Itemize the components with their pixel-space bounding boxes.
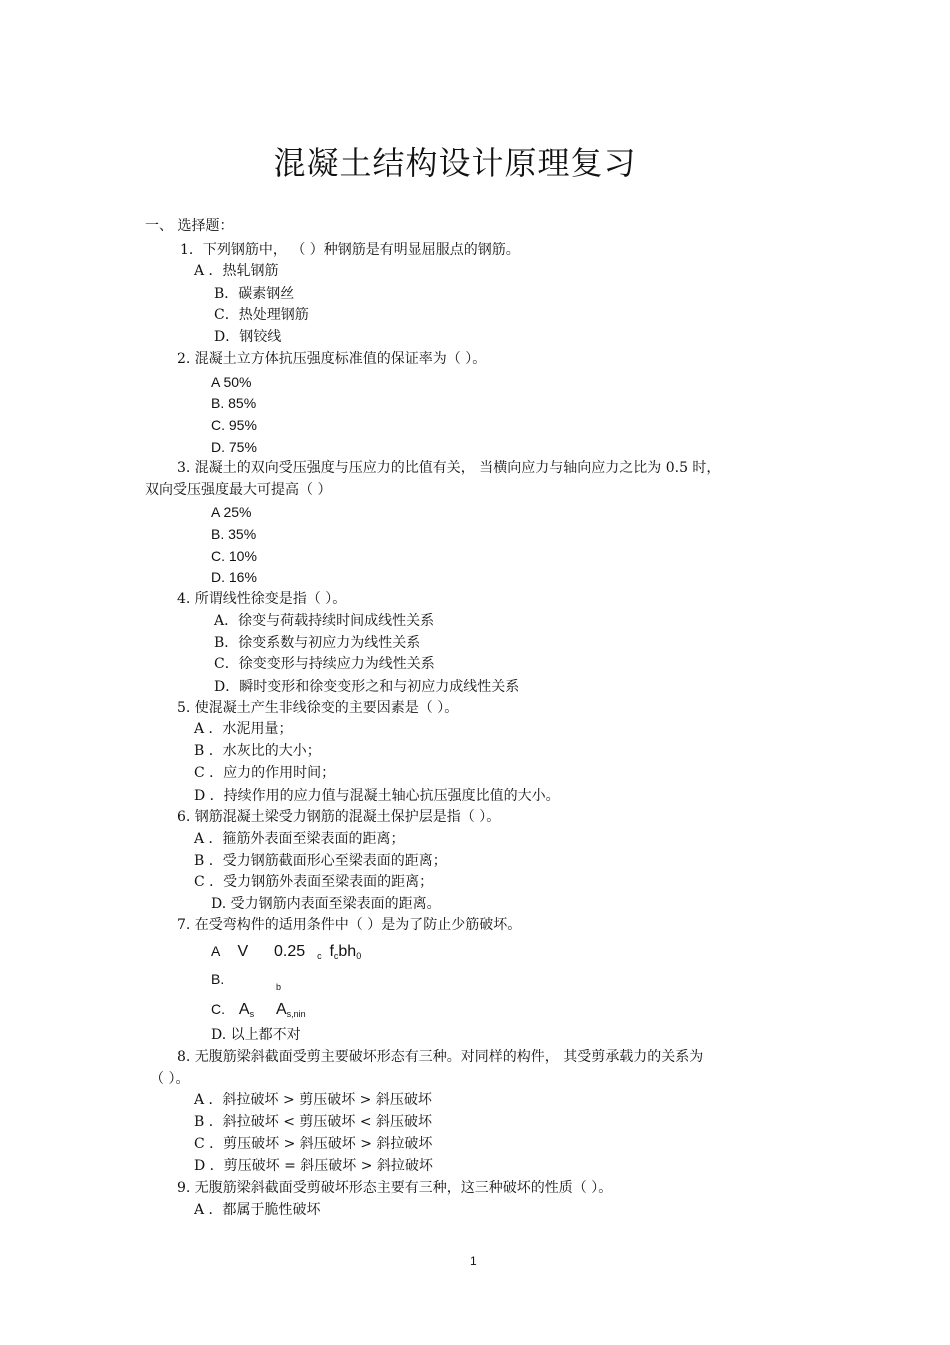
question-3-stem-line2: 双向受压强度最大可提高（ ）	[145, 482, 332, 498]
formula-subscript-c: c	[317, 951, 322, 961]
question-1-option-d: D．钢铰线	[214, 329, 282, 345]
question-2-option-d: D. 75%	[211, 439, 257, 455]
question-7-stem: 7. 在受弯构件的适用条件中（ ）是为了防止少筋破坏。	[177, 917, 522, 933]
question-6-option-c: C ．受力钢筋外表面至梁表面的距离；	[194, 874, 434, 890]
question-4-option-a: A．徐变与荷载持续时间成线性关系	[214, 613, 435, 629]
question-4-option-c: C．徐变变形与持续应力为线性关系	[214, 656, 435, 672]
formula-subscript-0: 0	[356, 951, 362, 961]
question-7-option-c-label: C.	[211, 1001, 225, 1017]
question-5-option-a: A ．水泥用量；	[194, 721, 293, 737]
question-2-option-c: C. 95%	[211, 417, 257, 433]
question-5-option-c: C ．应力的作用时间；	[194, 765, 336, 781]
question-4-option-b: B．徐变系数与初应力为线性关系	[214, 635, 421, 651]
question-6-option-b: B ．受力钢筋截面形心至梁表面的距离；	[194, 853, 447, 869]
question-2-option-b: B. 85%	[211, 395, 257, 411]
question-1-option-c: C．热处理钢筋	[214, 307, 309, 323]
page-number: 1	[470, 1254, 477, 1268]
formula-f: f	[329, 943, 334, 960]
question-7-option-b-subscript: b	[276, 982, 282, 992]
question-4-stem: 4. 所谓线性徐变是指（ ）。	[177, 591, 347, 607]
question-7-option-a	[211, 942, 361, 965]
question-8-option-a: A ．斜拉破坏 > 剪压破坏 > 斜压破坏	[194, 1092, 432, 1108]
formula-bh: bh	[338, 943, 357, 960]
formula-subscript-c2: c	[333, 951, 339, 961]
question-3-option-d: D. 16%	[211, 569, 257, 585]
question-6-option-d: D. 受力钢筋内表面至梁表面的距离。	[211, 896, 441, 912]
question-7-option-b-label: B.	[211, 971, 225, 987]
question-8-stem-line2: （ ）。	[150, 1071, 190, 1087]
question-3-option-a: A 25%	[211, 504, 252, 520]
formula-coefficient: 0.25	[274, 943, 306, 960]
section-heading: 一、 选择题：	[145, 218, 234, 234]
document-title: 混凝土结构设计原理复习	[273, 144, 637, 182]
formula-v: V	[237, 943, 249, 960]
question-9-option-a: A ．都属于脆性破坏	[194, 1202, 321, 1218]
question-3-stem-line1: 3. 混凝土的双向受压强度与压应力的比值有关， 当横向应力与轴向应力之比为 0.5 时，	[177, 460, 721, 476]
formula-subscript-smin: s,nin	[286, 1009, 306, 1019]
question-7-option-d: D. 以上都不对	[211, 1027, 301, 1043]
question-2-stem: 2. 混凝土立方体抗压强度标准值的保证率为（ ）。	[177, 351, 487, 367]
question-1-option-a: A ．热轧钢筋	[194, 263, 279, 279]
question-6-stem: 6. 钢筋混凝土梁受力钢筋的混凝土保护层是指（ ）。	[177, 809, 501, 825]
formula-as: A	[238, 1001, 250, 1018]
formula-as-min: A	[275, 1001, 287, 1018]
question-1-stem: 1．下列钢筋中， （ ）种钢筋是有明显屈服点的钢筋。	[180, 242, 520, 258]
question-6-option-a: A ．箍筋外表面至梁表面的距离；	[194, 831, 405, 847]
question-2-option-a: A 50%	[211, 374, 252, 390]
question-5-option-b: B ．水灰比的大小；	[194, 743, 321, 759]
question-4-option-d: D．瞬时变形和徐变变形之和与初应力成线性关系	[214, 679, 520, 695]
question-1-option-b: B．碳素钢丝	[214, 286, 295, 302]
question-7-option-c	[211, 1000, 306, 1023]
question-8-option-d: D ．剪压破坏 = 斜压破坏 > 斜拉破坏	[194, 1158, 433, 1174]
question-5-stem: 5. 使混凝土产生非线徐变的主要因素是（ ）。	[177, 700, 459, 716]
question-3-option-c: C. 10%	[211, 548, 257, 564]
question-3-option-b: B. 35%	[211, 526, 257, 542]
question-8-option-b: B ．斜拉破坏 < 剪压破坏 < 斜压破坏	[194, 1114, 432, 1130]
question-9-stem: 9. 无腹筋梁斜截面受剪破坏形态主要有三种，这三种破坏的性质（ ）。	[177, 1180, 613, 1196]
formula-subscript-s: s	[249, 1009, 255, 1019]
question-8-option-c: C ．剪压破坏 > 斜压破坏 > 斜拉破坏	[194, 1136, 433, 1152]
question-7-option-a-label: A	[211, 943, 220, 959]
question-8-stem-line1: 8. 无腹筋梁斜截面受剪主要破坏形态有三种。对同样的构件， 其受剪承载力的关系为	[177, 1049, 704, 1065]
question-5-option-d: D ．持续作用的应力值与混凝土轴心抗压强度比值的大小。	[194, 788, 560, 804]
